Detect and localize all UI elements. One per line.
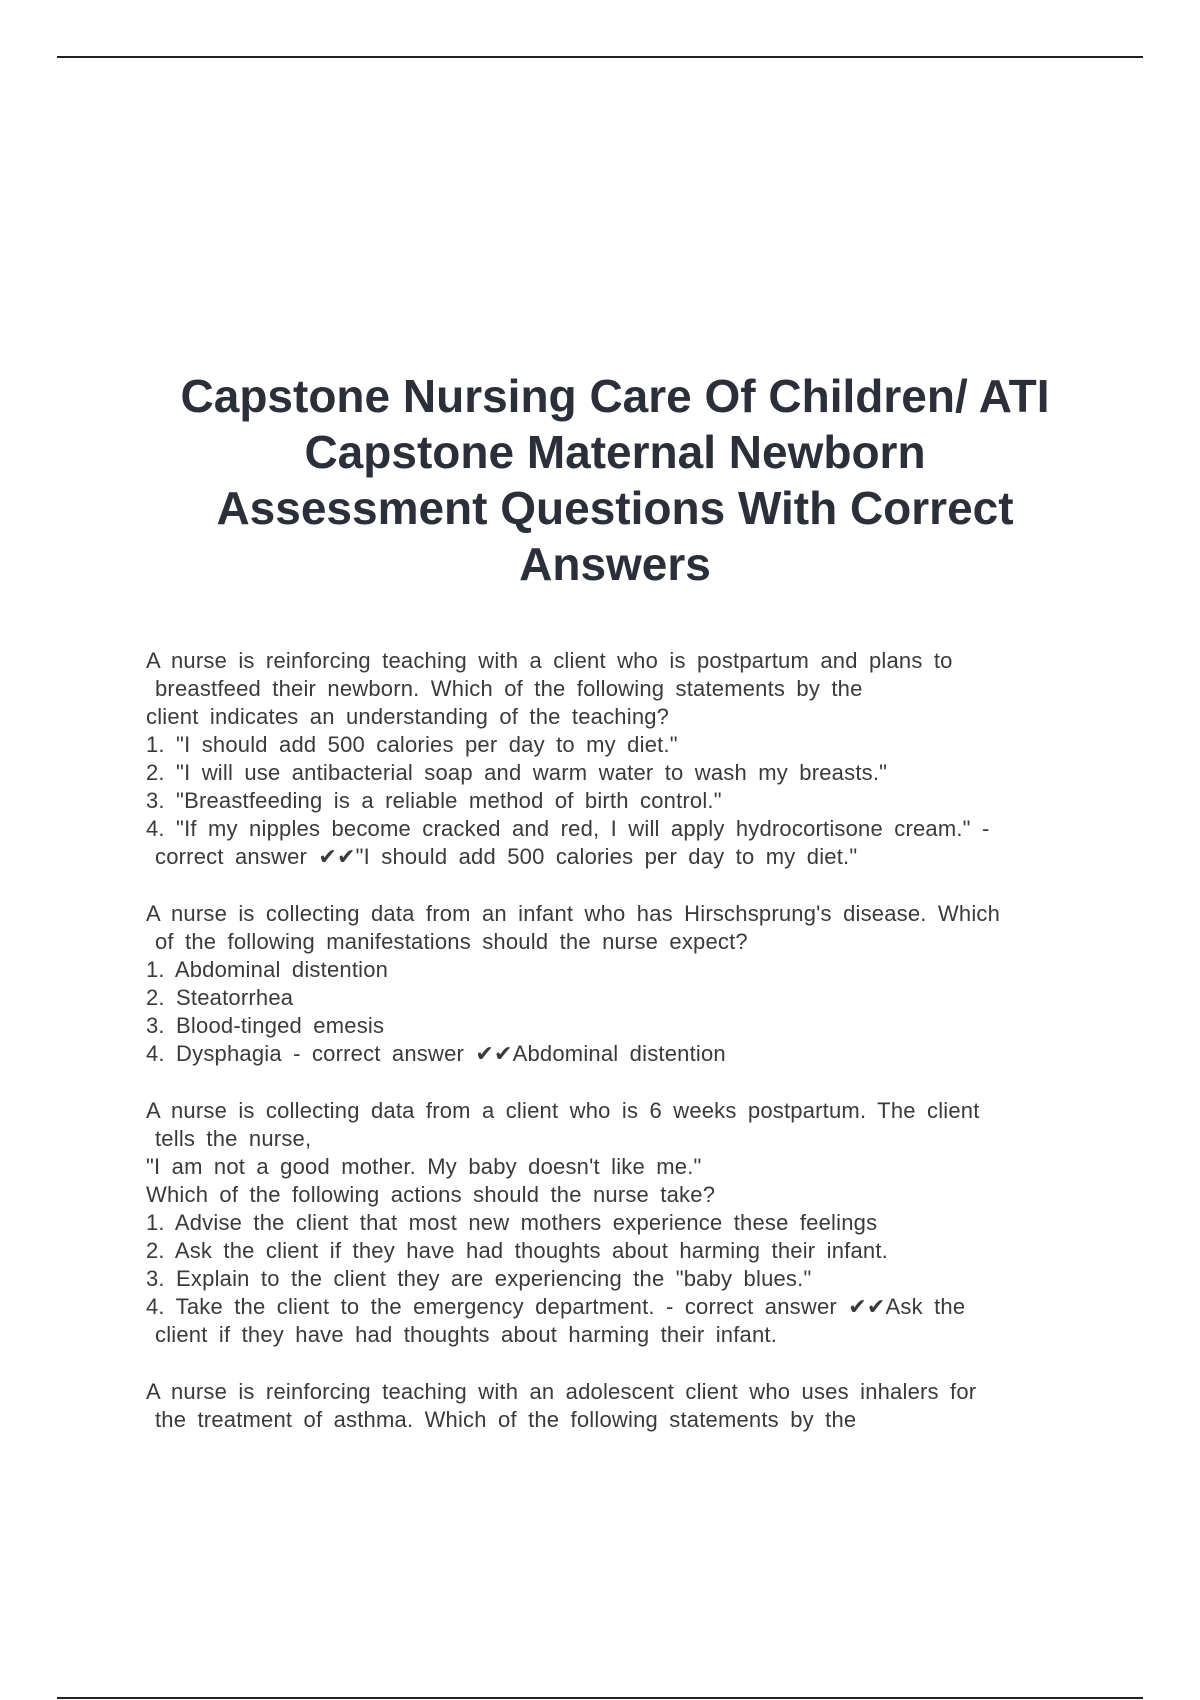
question-line: 1. "I should add 500 calories per day to my diet.": [146, 732, 678, 757]
document-title: [120, 368, 1110, 592]
question-line: "I am not a good mother. My baby doesn't like me.": [146, 1154, 702, 1179]
question-line: 3. Blood-tinged emesis: [146, 1013, 385, 1038]
question-line: A nurse is reinforcing teaching with an adolescent client who uses inhalers for: [146, 1379, 977, 1404]
question-list: [146, 647, 1086, 1434]
question-line: correct answer ✔✔"I should add 500 calories per day to my diet.": [155, 844, 858, 869]
question-line: the treatment of asthma. Which of the following statements by the: [155, 1407, 857, 1432]
question-line: 4. "If my nipples become cracked and red, I will apply hydrocortisone cream." -: [146, 816, 990, 841]
question-block: [146, 900, 1086, 1068]
question-gap: [146, 1349, 1086, 1378]
title-line: Answers: [519, 538, 711, 590]
question-line: A nurse is reinforcing teaching with a client who is postpartum and plans to: [146, 648, 953, 673]
question-line: breastfeed their newborn. Which of the following statements by the: [155, 676, 863, 701]
question-line: A nurse is collecting data from a client who is 6 weeks postpartum. The client: [146, 1098, 980, 1123]
question-line: 3. "Breastfeeding is a reliable method of birth control.": [146, 788, 722, 813]
question-line: 4. Dysphagia - correct answer ✔✔Abdominal distention: [146, 1041, 726, 1066]
question-line: 1. Advise the client that most new mothers experience these feelings: [146, 1210, 878, 1235]
question-block: [146, 1378, 1086, 1434]
question-line: Which of the following actions should the nurse take?: [146, 1182, 716, 1207]
title-line: Capstone Maternal Newborn: [304, 426, 926, 478]
question-line: 2. Ask the client if they have had thoughts about harming their infant.: [146, 1238, 888, 1263]
question-block: [146, 647, 1086, 871]
question-gap: [146, 871, 1086, 900]
top-rule: [57, 56, 1143, 58]
question-line: 1. Abdominal distention: [146, 957, 389, 982]
question-line: client indicates an understanding of the teaching?: [146, 704, 670, 729]
question-line: 3. Explain to the client they are experiencing the "baby blues.": [146, 1266, 812, 1291]
question-block: [146, 1097, 1086, 1349]
question-line: 4. Take the client to the emergency department. - correct answer ✔✔Ask the: [146, 1294, 966, 1319]
question-line: of the following manifestations should the nurse expect?: [155, 929, 748, 954]
question-line: 2. "I will use antibacterial soap and warm water to wash my breasts.": [146, 760, 888, 785]
question-line: tells the nurse,: [155, 1126, 312, 1151]
question-gap: [146, 1068, 1086, 1097]
title-line: Assessment Questions With Correct: [216, 482, 1014, 534]
question-line: client if they have had thoughts about harming their infant.: [155, 1322, 778, 1347]
title-line: Capstone Nursing Care Of Children/ ATI: [180, 370, 1050, 422]
question-line: 2. Steatorrhea: [146, 985, 294, 1010]
bottom-rule: [57, 1697, 1143, 1699]
question-line: A nurse is collecting data from an infant who has Hirschsprung's disease. Which: [146, 901, 1001, 926]
